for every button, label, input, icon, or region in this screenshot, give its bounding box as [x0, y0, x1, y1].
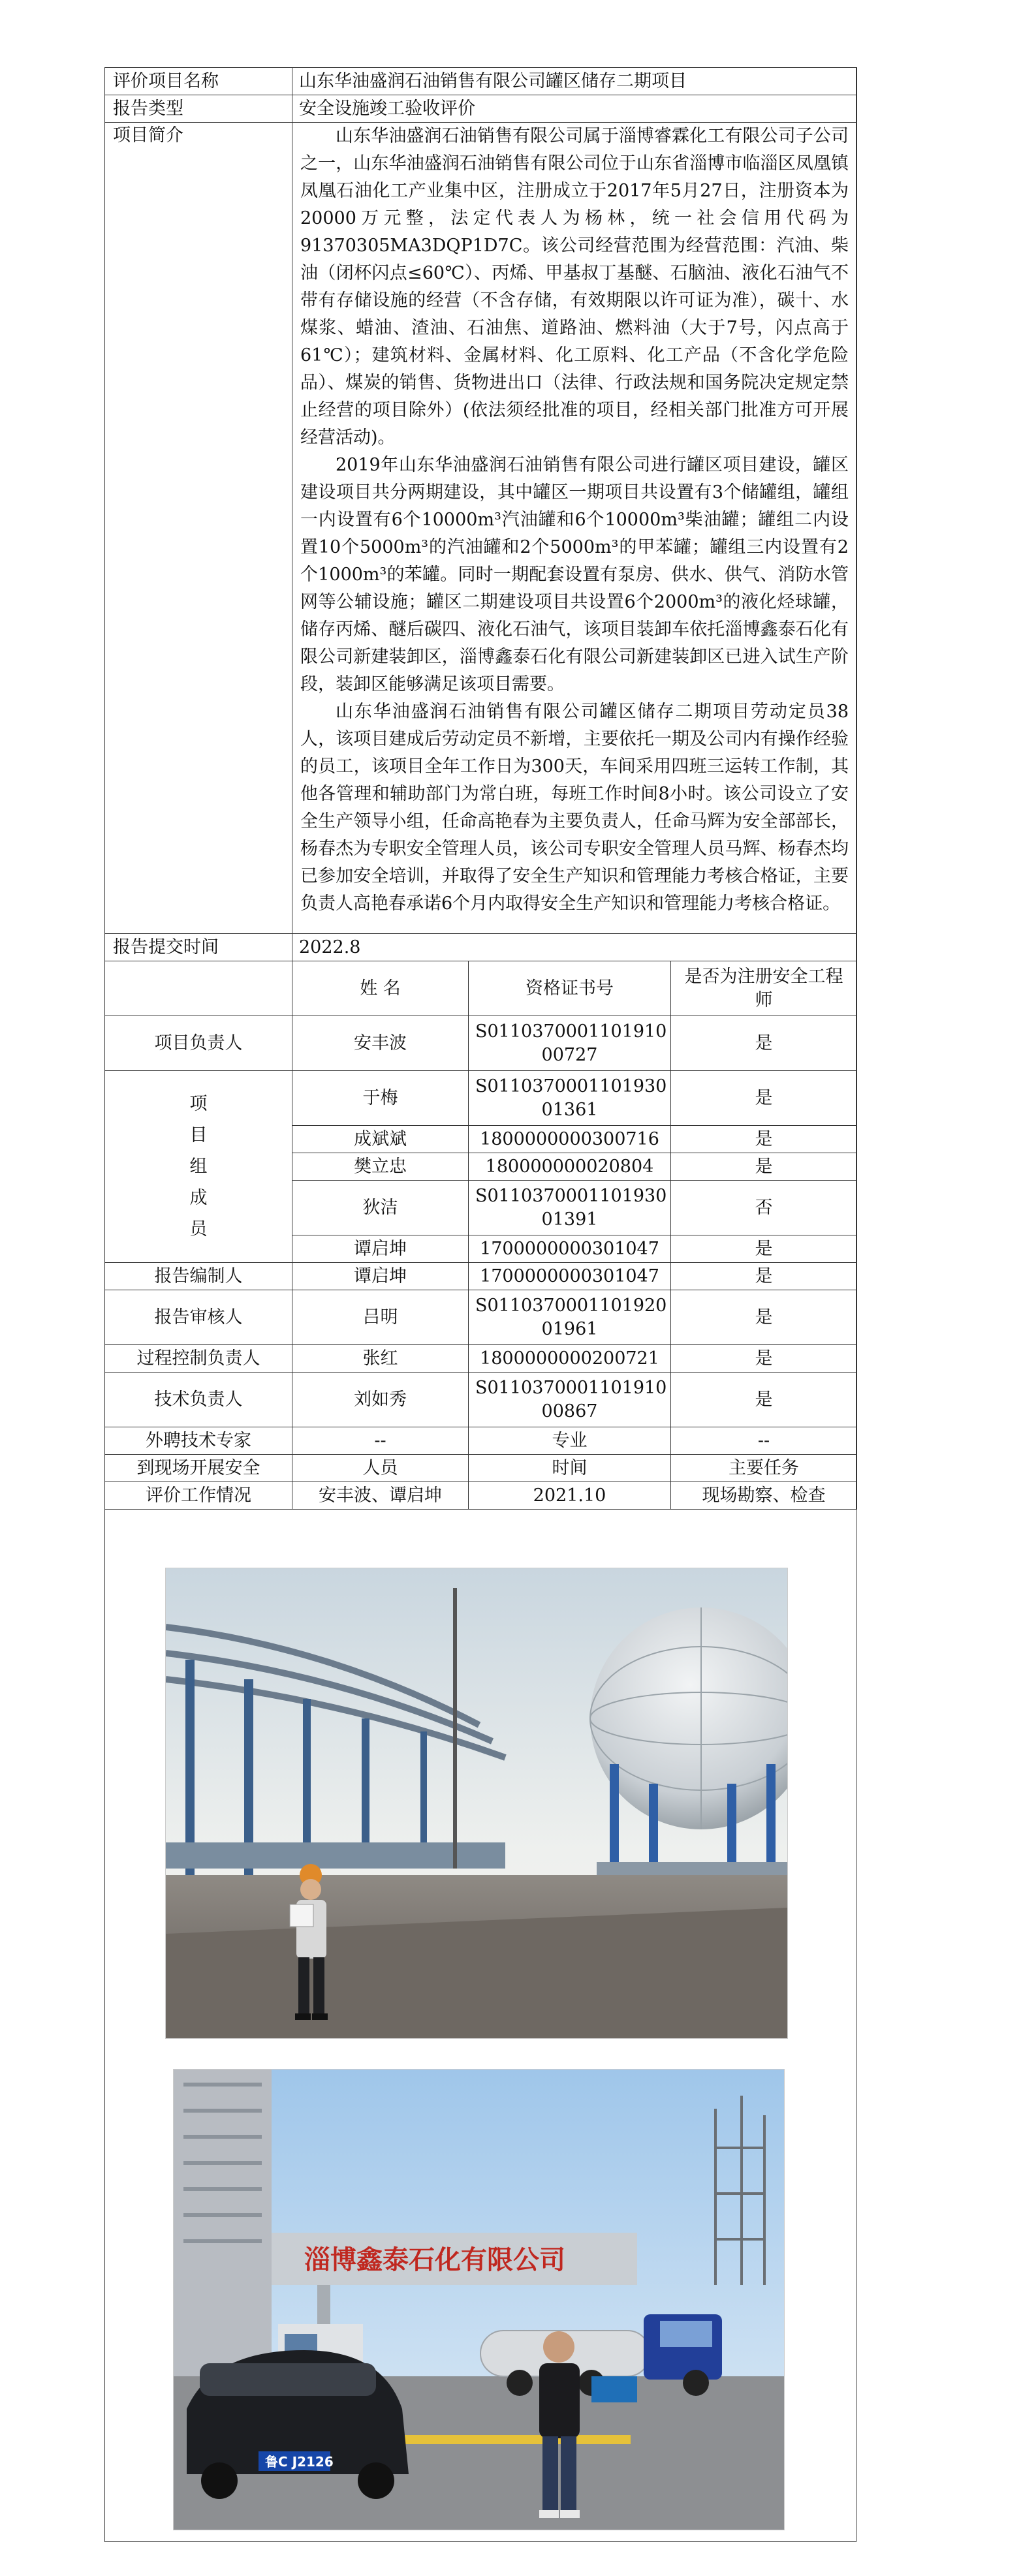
expert-label: 外聘技术专家 — [105, 1427, 292, 1455]
project-group-label: 项 目 组 成 员 — [105, 1071, 292, 1263]
site-work-time: 2021.10 — [469, 1482, 671, 1510]
evaluation-info-table — [104, 67, 857, 1510]
row-report-compiler — [105, 1263, 857, 1290]
reviewer-registered: 是 — [671, 1290, 857, 1345]
site-photo-company-gate — [173, 2069, 785, 2530]
row-project-intro — [105, 123, 857, 934]
member-registered: 是 — [671, 1071, 857, 1126]
reviewer-label: 报告审核人 — [105, 1290, 292, 1345]
tech-label: 技术负责人 — [105, 1373, 292, 1427]
row-submit-time — [105, 934, 857, 961]
intro-paragraph: 山东华油盛润石油销售有限公司属于淄博睿霖化工有限公司子公司之一，山东华油盛润石油销售有限公司位于山东省淄博市临淄区凤凰镇凤凰石油化工产业集中区，注册成立于2017年5月27日，注册资本为20000万元整，法定代表人为杨林，统一社会信用代码为91370305MA3DQP1D7C。该公司经营范围为经营范围：汽油、柴油（闭杯闪点≤60℃）、丙烯、甲基叔丁基醚、石脑油、液化石油气不带有存储设施的经营（不含存储，有效期限以许可证为准），碳十、水煤浆、蜡油、渣油、石油焦、道路油、燃料油（大于7号，闪点高于61℃）；建筑材料、金属材料、化工原料、化工产品（不含化学危险品）、煤炭的销售、货物进出口（法律、行政法规和国务院决定规定禁止经营的项目除外）(依法须经批准的项目，经相关部门批准方可开展经营活动)。 — [300, 126, 849, 448]
row-project-leader — [105, 1016, 857, 1071]
report-type-value: 安全设施竣工验收评价 — [292, 95, 857, 123]
site-work-persons-header: 人员 — [292, 1455, 469, 1482]
row-report-reviewer — [105, 1290, 857, 1345]
submit-time-label: 报告提交时间 — [105, 934, 292, 961]
member-cert: 180000000020804 — [469, 1153, 671, 1181]
leader-label: 项目负责人 — [105, 1016, 292, 1071]
row-site-work — [105, 1482, 857, 1510]
expert-registered: -- — [671, 1427, 857, 1455]
member-name: 于梅 — [292, 1071, 469, 1126]
company-gate-image — [174, 2070, 784, 2530]
project-name-label: 评价项目名称 — [105, 68, 292, 95]
row-site-work-header — [105, 1455, 857, 1482]
tech-name: 刘如秀 — [292, 1373, 469, 1427]
compiler-label: 报告编制人 — [105, 1263, 292, 1290]
compiler-cert: 1700000000301047 — [469, 1263, 671, 1290]
intro-paragraph: 2019年山东华油盛润石油销售有限公司进行罐区项目建设，罐区建设项目共分两期建设，其中罐区一期项目共设置有3个储罐组，罐组一内设置有6个10000m³汽油罐和6个10000m³柴油罐；罐组二内设置10个5000m³的汽油罐和2个5000m³的甲苯罐；罐组三内设置有2个1000m³的苯罐。同时一期配套设置有泵房、供水、供气、消防水管网等公辅设施；罐区二期建设项目共设置6个2000m³的液化烃球罐，储存丙烯、醚后碳四、液化石油气，该项目装卸车依托淄博鑫泰石化有限公司新建装卸区，淄博鑫泰石化有限公司新建装卸区已进入试生产阶段，装卸区能够满足该项目需要。 — [300, 455, 849, 694]
expert-name: -- — [292, 1427, 469, 1455]
row-project-name — [105, 68, 857, 95]
reviewer-cert: S0110370001101920 01961 — [469, 1290, 671, 1345]
leader-cert: S0110370001101910 00727 — [469, 1016, 671, 1071]
report-type-label: 报告类型 — [105, 95, 292, 123]
project-name-value: 山东华油盛润石油销售有限公司罐区储存二期项目 — [292, 68, 857, 95]
header-registered: 是否为注册安全工程师 — [671, 961, 857, 1016]
member-name: 狄洁 — [292, 1181, 469, 1235]
leader-registered: 是 — [671, 1016, 857, 1071]
member-cert: S0110370001101930 01361 — [469, 1071, 671, 1126]
project-intro-label: 项目简介 — [105, 123, 292, 934]
row-member — [105, 1071, 857, 1126]
row-process-control — [105, 1345, 857, 1373]
member-registered: 是 — [671, 1153, 857, 1181]
row-external-expert — [105, 1427, 857, 1455]
process-name: 张红 — [292, 1345, 469, 1373]
member-name: 成斌斌 — [292, 1126, 469, 1153]
reviewer-name: 吕明 — [292, 1290, 469, 1345]
member-cert: 1800000000300716 — [469, 1126, 671, 1153]
site-work-label-line1: 到现场开展安全 — [105, 1455, 292, 1482]
process-registered: 是 — [671, 1345, 857, 1373]
tank-area-image — [166, 1568, 787, 2038]
row-tech-lead — [105, 1373, 857, 1427]
member-cert: S0110370001101930 01391 — [469, 1181, 671, 1235]
expert-cert: 专业 — [469, 1427, 671, 1455]
site-work-task-header: 主要任务 — [671, 1455, 857, 1482]
site-work-task: 现场勘察、检查 — [671, 1482, 857, 1510]
member-registered: 否 — [671, 1181, 857, 1235]
submit-time-value: 2022.8 — [292, 934, 857, 961]
site-photos — [104, 1530, 856, 2542]
leader-name: 安丰波 — [292, 1016, 469, 1071]
header-cert: 资格证书号 — [469, 961, 671, 1016]
company-sign-text: 淄博鑫泰石化有限公司 — [304, 2245, 565, 2275]
process-cert: 1800000000200721 — [469, 1345, 671, 1373]
compiler-registered: 是 — [671, 1263, 857, 1290]
site-photo-tank-area — [165, 1568, 788, 2039]
site-work-persons: 安丰波、谭启坤 — [292, 1482, 469, 1510]
tech-cert: S0110370001101910 00867 — [469, 1373, 671, 1427]
header-name: 姓 名 — [292, 961, 469, 1016]
process-label: 过程控制负责人 — [105, 1345, 292, 1373]
site-work-time-header: 时间 — [469, 1455, 671, 1482]
project-intro-text — [292, 123, 857, 934]
intro-paragraph: 山东华油盛润石油销售有限公司罐区储存二期项目劳动定员38人，该项目建成后劳动定员不新增，主要依托一期及公司内有操作经验的员工，该项目全年工作日为300天，车间采用四班三运转工作制，其他各管理和辅助部门为常白班，每班工作时间8小时。该公司设立了安全生产领导小组，任命高艳春为主要负责人，任命马辉为安全部部长，杨春杰为专职安全管理人员，该公司专职安全管理人员马辉、杨春杰均已参加安全培训，并取得了安全生产知识和管理能力考核合格证，主要负责人高艳春承诺6个月内取得安全生产知识和管理能力考核合格证。 — [300, 702, 849, 914]
member-name: 谭启坤 — [292, 1235, 469, 1263]
tech-registered: 是 — [671, 1373, 857, 1427]
member-name: 樊立忠 — [292, 1153, 469, 1181]
site-work-label-line2: 评价工作情况 — [105, 1482, 292, 1510]
member-registered: 是 — [671, 1126, 857, 1153]
license-plate-text: 鲁C J2126 — [265, 2454, 334, 2470]
member-registered: 是 — [671, 1235, 857, 1263]
row-staff-header — [105, 961, 857, 1016]
compiler-name: 谭启坤 — [292, 1263, 469, 1290]
row-report-type — [105, 95, 857, 123]
member-cert: 1700000000301047 — [469, 1235, 671, 1263]
